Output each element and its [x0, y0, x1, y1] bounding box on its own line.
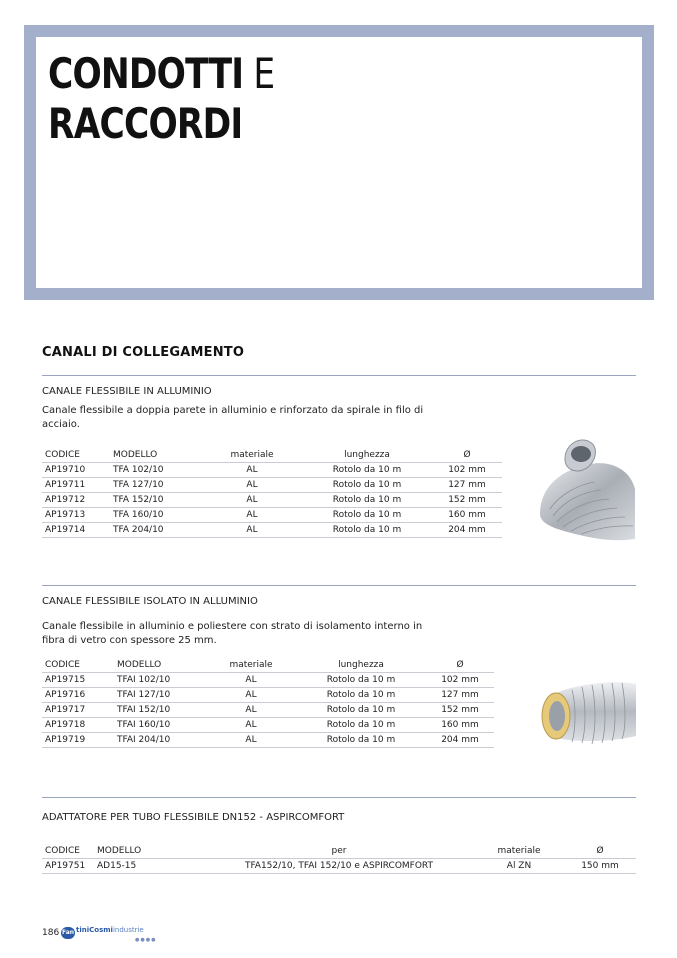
column-header: MODELLO [114, 658, 206, 673]
product-block-flexible-duct [42, 384, 636, 549]
spec-table [42, 844, 636, 874]
cell-length: Rotolo da 10 m [302, 493, 432, 508]
table-row [42, 718, 494, 733]
cell-code: AP19718 [42, 718, 114, 733]
cell-model: TFA 152/10 [110, 493, 202, 508]
cell-length: Rotolo da 10 m [296, 703, 426, 718]
table-row [42, 673, 494, 688]
cell-length: Rotolo da 10 m [302, 523, 432, 538]
spec-table [42, 448, 502, 538]
cell-model: AD15-15 [94, 859, 204, 874]
flexible-aluminium-duct-image [535, 414, 635, 544]
cell-code: AP19712 [42, 493, 110, 508]
title-word-raccordi: RACCORDI [48, 99, 243, 148]
table-header-row [42, 448, 502, 463]
cell-diameter: 204 mm [432, 523, 502, 538]
table-row [42, 688, 494, 703]
cell-diameter: 160 mm [426, 718, 494, 733]
table-row [42, 733, 494, 748]
cell-model: TFA 160/10 [110, 508, 202, 523]
cell-diameter: 160 mm [432, 508, 502, 523]
cell-code: AP19717 [42, 703, 114, 718]
cell-length: Rotolo da 10 m [296, 673, 426, 688]
cell-material: Al ZN [474, 859, 564, 874]
title-panel [36, 37, 642, 288]
column-header: CODICE [42, 658, 114, 673]
fantini-cosmi-logo [61, 923, 161, 943]
column-header: materiale [474, 844, 564, 859]
column-header: Ø [426, 658, 494, 673]
cell-material: AL [206, 703, 296, 718]
cell-model: TFAI 160/10 [114, 718, 206, 733]
cell-model: TFAI 102/10 [114, 673, 206, 688]
product-title: ADATTATORE PER TUBO FLESSIBILE DN152 - ASPIRCOMFORT [42, 812, 345, 823]
cell-code: AP19715 [42, 673, 114, 688]
logo-badge: Fan [61, 927, 75, 939]
page-number: 186 [42, 928, 60, 938]
column-header: materiale [206, 658, 296, 673]
table-row [42, 478, 502, 493]
section-divider [42, 375, 636, 376]
title-word-e: E [243, 49, 275, 98]
cell-diameter: 150 mm [564, 859, 636, 874]
cell-material: AL [202, 478, 302, 493]
cell-material: AL [206, 733, 296, 748]
block-divider [42, 797, 636, 798]
table-row [42, 859, 636, 874]
table-row [42, 508, 502, 523]
cell-diameter: 127 mm [432, 478, 502, 493]
cell-model: TFA 204/10 [110, 523, 202, 538]
cell-length: Rotolo da 10 m [302, 463, 432, 478]
cell-diameter: 152 mm [432, 493, 502, 508]
column-header: lunghezza [302, 448, 432, 463]
section-title: CANALI DI COLLEGAMENTO [42, 345, 245, 360]
column-header: materiale [202, 448, 302, 463]
logo-dots: ●●●● [135, 937, 157, 943]
page-title [48, 49, 274, 149]
product-block-insulated-duct [42, 594, 636, 764]
cell-length: Rotolo da 10 m [302, 478, 432, 493]
insulated-aluminium-duct-image [540, 674, 636, 754]
cell-material: AL [206, 688, 296, 703]
cell-length: Rotolo da 10 m [296, 718, 426, 733]
table-header-row [42, 844, 636, 859]
cell-material: AL [202, 463, 302, 478]
title-word-condotti: CONDOTTI [48, 49, 244, 98]
cell-length: Rotolo da 10 m [296, 688, 426, 703]
cell-code: AP19713 [42, 508, 110, 523]
table-row [42, 703, 494, 718]
logo-wordmark-bold: tiniCosmi [76, 926, 113, 934]
product-description: Canale flessibile a doppia parete in alluminio e rinforzato da spirale in filo di acciaio. [42, 405, 424, 430]
cell-code: AP19716 [42, 688, 114, 703]
cell-code: AP19751 [42, 859, 94, 874]
column-header: per [204, 844, 474, 859]
cell-material: AL [206, 718, 296, 733]
cell-length: Rotolo da 10 m [302, 508, 432, 523]
cell-material: AL [206, 673, 296, 688]
table-header-row [42, 658, 494, 673]
cell-model: TFAI 127/10 [114, 688, 206, 703]
logo-wordmark [76, 926, 144, 934]
column-header: Ø [564, 844, 636, 859]
cell-model: TFAI 204/10 [114, 733, 206, 748]
column-header: lunghezza [296, 658, 426, 673]
cell-material: AL [202, 493, 302, 508]
cell-compatibility: TFA152/10, TFAI 152/10 e ASPIRCOMFORT [204, 859, 474, 874]
block-divider [42, 585, 636, 586]
cell-model: TFA 102/10 [110, 463, 202, 478]
cell-material: AL [202, 523, 302, 538]
cell-diameter: 204 mm [426, 733, 494, 748]
spec-table [42, 658, 494, 748]
table-row [42, 523, 502, 538]
cell-model: TFA 127/10 [110, 478, 202, 493]
cell-length: Rotolo da 10 m [296, 733, 426, 748]
product-block-adapter [42, 806, 636, 886]
column-header: CODICE [42, 844, 94, 859]
column-header: MODELLO [94, 844, 204, 859]
cell-code: AP19710 [42, 463, 110, 478]
cell-diameter: 102 mm [426, 673, 494, 688]
product-description: Canale flessibile in alluminio e poliestere con strato di isolamento interno in fibra di vetro con spessore 25 mm. [42, 621, 423, 646]
product-title: CANALE FLESSIBILE IN ALLUMINIO [42, 386, 212, 397]
cell-diameter: 152 mm [426, 703, 494, 718]
column-header: CODICE [42, 448, 110, 463]
cell-code: AP19711 [42, 478, 110, 493]
table-row [42, 463, 502, 478]
cell-diameter: 127 mm [426, 688, 494, 703]
column-header: Ø [432, 448, 502, 463]
logo-wordmark-light: industrie [112, 926, 144, 934]
title-frame [24, 25, 654, 300]
cell-code: AP19719 [42, 733, 114, 748]
column-header: MODELLO [110, 448, 202, 463]
table-row [42, 493, 502, 508]
cell-model: TFAI 152/10 [114, 703, 206, 718]
cell-code: AP19714 [42, 523, 110, 538]
cell-diameter: 102 mm [432, 463, 502, 478]
product-title: CANALE FLESSIBILE ISOLATO IN ALLUMINIO [42, 596, 258, 607]
cell-material: AL [202, 508, 302, 523]
